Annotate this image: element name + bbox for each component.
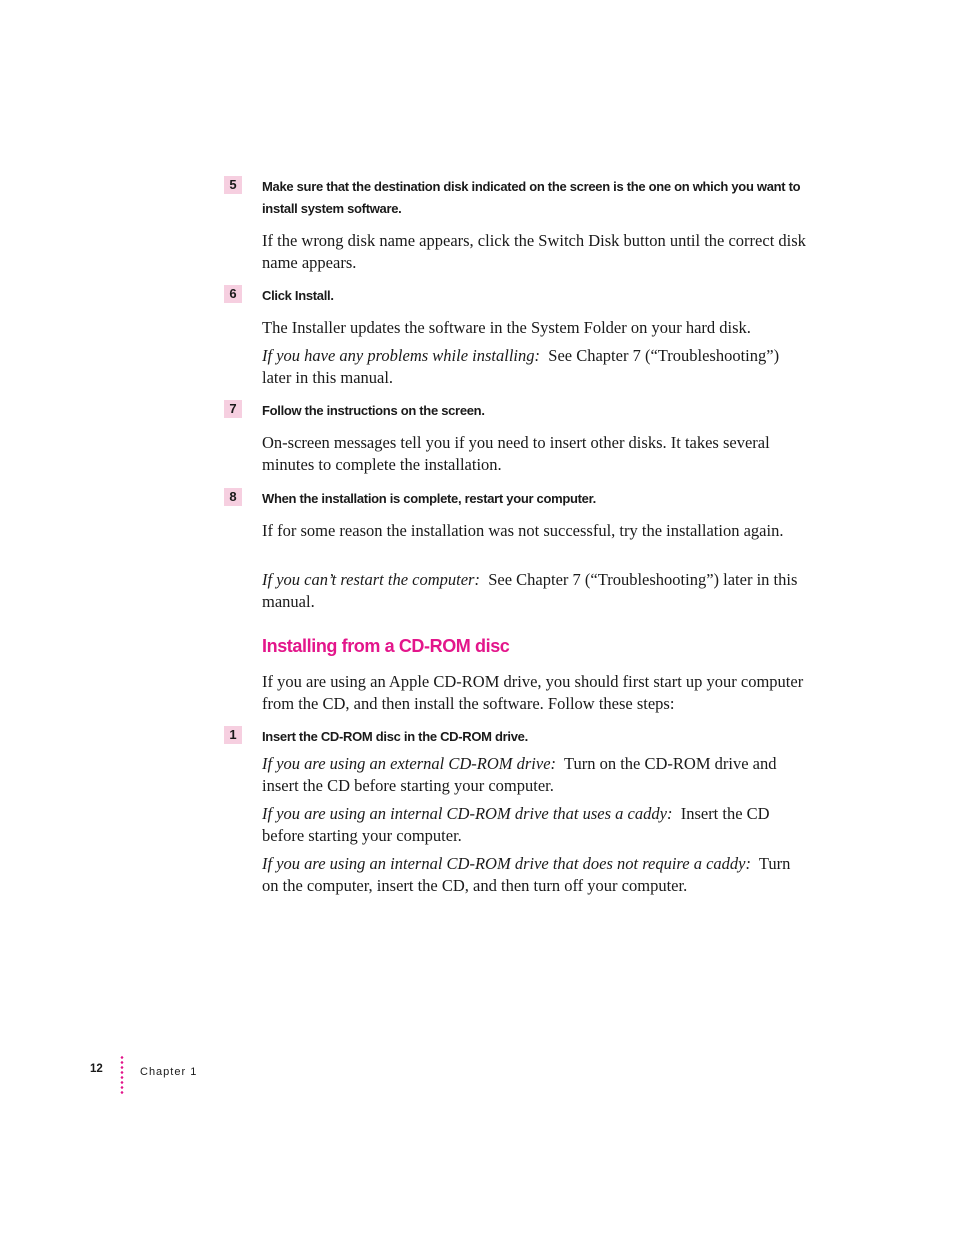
paragraph-rest: Turn on the computer, insert the CD, and then turn off your computer. xyxy=(262,854,791,895)
paragraph-rest: See Chapter 7 (“Troubleshooting”) later in this manual. xyxy=(262,346,780,387)
step-number: 1 xyxy=(224,726,242,744)
italic-lead: If you have any problems while installing: xyxy=(262,346,541,365)
step-number: 7 xyxy=(224,400,242,418)
body-paragraph xyxy=(262,569,807,613)
page-number: 12 xyxy=(90,1063,103,1075)
body-paragraph: If the wrong disk name appears, click the Switch Disk button until the correct disk name appears. xyxy=(262,231,806,272)
italic-lead: If you can’t restart the computer: xyxy=(262,570,480,589)
body-paragraph xyxy=(262,853,807,897)
body-paragraph xyxy=(262,345,807,389)
body-paragraph: If you are using an Apple CD-ROM drive, you should first start up your computer from the CD, and then install the software. Follow these steps: xyxy=(262,672,804,713)
step-number: 6 xyxy=(224,285,242,303)
italic-lead: If you are using an internal CD-ROM drive that uses a caddy: xyxy=(262,804,673,823)
step-number: 8 xyxy=(224,488,242,506)
italic-lead: If you are using an internal CD-ROM drive that does not require a caddy: xyxy=(262,854,751,873)
paragraph-rest: Turn on the CD-ROM drive and insert the CD before starting your computer. xyxy=(262,754,777,795)
body-paragraph xyxy=(262,803,807,847)
step-instruction: Click Install. xyxy=(262,288,334,303)
step-instruction: Follow the instructions on the screen. xyxy=(262,403,485,418)
body-paragraph: The Installer updates the software in the System Folder on your hard disk. xyxy=(262,318,751,337)
chapter-label: Chapter 1 xyxy=(140,1066,198,1078)
paragraph-rest: Insert the CD before starting your computer. xyxy=(262,804,770,845)
step-instruction: Insert the CD-ROM disc in the CD-ROM drive. xyxy=(262,729,528,744)
dotted-divider xyxy=(120,1055,124,1095)
step-instruction: When the installation is complete, restart your computer. xyxy=(262,491,596,506)
body-paragraph: If for some reason the installation was not successful, try the installation again. xyxy=(262,521,784,540)
step-instruction: Make sure that the destination disk indicated on the screen is the one on which you want to install system software. xyxy=(262,179,801,216)
section-heading: Installing from a CD-ROM disc xyxy=(262,636,510,656)
body-paragraph: On-screen messages tell you if you need to insert other disks. It takes several minutes to complete the installation. xyxy=(262,433,770,474)
paragraph-rest: See Chapter 7 (“Troubleshooting”) later in this manual. xyxy=(262,570,798,611)
body-paragraph xyxy=(262,753,807,797)
italic-lead: If you are using an external CD-ROM drive: xyxy=(262,754,557,773)
step-number: 5 xyxy=(224,176,242,194)
